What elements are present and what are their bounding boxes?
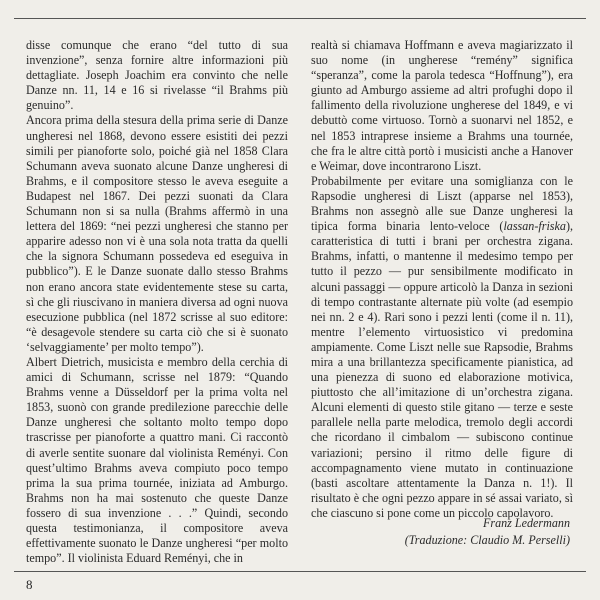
italic-term: lassan-friska (503, 219, 566, 234)
page-number: 8 (26, 577, 33, 592)
text-span: Probabilmente per evitare una somiglianza con le Rapsodie ungheresi di Liszt (apparse nel 1853), Brahms non assegnò alle sue Danze ungheresi la tipica forma binaria lento-veloce ( (311, 173, 573, 234)
paragraph (311, 174, 573, 521)
top-rule (14, 18, 586, 19)
bottom-rule (14, 571, 586, 572)
paragraph: realtà si chiamava Hoffmann e aveva magiarizzato il suo nome (in ungherese “remény” significa “speranza”, come la parola tedesca “Hoffnung”), era giunto ad Amburgo assieme ad altri profughi dopo il fallimento della rivoluzione ungherese del 1849, e vi debuttò come virtuoso. Tornò a suonarvi nel 1852, e nel 1853 intraprese insieme a Brahms una tournée, che fra le altre città portò i musicisti anche a Hanover e Weimar, dove incontrarono Liszt. (311, 38, 573, 173)
text-span: ), caratteristica di tutti i brani per orchestra zigana. Brahms, infatti, o mantenne il medesimo tempo per tutto il pezzo — pur sensibilmente modificato in alcuni passaggi — oppure articolò la Danza in sezioni di tempo contrastante alternate più volte (ad esempio nei nn. 2 e 4). Rari sono i pezzi lenti (come il n. 11), mentre l’elemento virtuosistico vi predomina ampiamente. Come Liszt nelle sue Rapsodie, Brahms mira a una brillantezza specificamente pianistica, ad una pienezza di suono ed elaborazione motivica, piuttosto che all’imitazione di un’orchestra zigana. Alcuni elementi di questo stile gitano — terze e seste parallele nella parte melodica, tremolo degli accordi che ricordano il cimbalom — subiscono continue variazioni; persino il ritmo delle figure di accompagnamento viene mutato in continuazione (basti ascoltare attentamente la Danza n. 1!). Il risultato è che ogni pezzo appare in sé assai variato, sì che ciascuno si pone come un piccolo capolavoro. (311, 219, 573, 520)
paragraph: Albert Dietrich, musicista e membro della cerchia di amici di Schumann, scrisse nel 1879: “Quando Brahms venne a Düsseldorf per la prima volta nel 1853, suonò con grande predilezione parecchie delle Danze ungheresi che soltanto molto tempo dopo trascrisse per pianoforte a quattro mani. Ci raccontò di averle sentite suonare dal violinista Reményi. Con quest’ultimo Brahms aveva compiuto poco tempo prima la sua prima tournée, iniziata ad Amburgo. Brahms non ha mai sostenuto che queste Danze fossero di sua invenzione . . .” Quindi, secondo questa testimonianza, il compositore aveva effettivamente suonato le Danze ungheresi “per molto tempo”. Il violinista Eduard Reményi, che in (26, 354, 288, 566)
right-column (311, 38, 573, 521)
paragraph: disse comunque che erano “del tutto di sua invenzione”, senza fornire altre informazioni più dettagliate. Joseph Joachim era convinto che nelle Danze nn. 11, 14 e 16 si rivelasse “il Brahms più genuino”. (26, 38, 288, 113)
paragraph: Ancora prima della stesura della prima serie di Danze ungheresi nel 1868, devono essere esistiti dei pezzi simili per pianoforte solo, poiché già nel 1858 Clara Schumann aveva suonato alcune Danze ungheresi di Brahms, e il compositore stesso le aveva eseguite a Budapest nel 1867. Dei pezzi suonati da Clara Schumann non si sa nulla (Brahms affermò in una lettera del 1869: “nei pezzi ungheresi che stanno per apparire adesso non vi è una sola nota tratta da quelli che la signora Schumann possedeva ed eseguiva in pubblico”). E le Danze suonate dallo stesso Brahms non erano ancora state evidentemente stese su carta, sì che gli riuscivano in maniera diversa ad ogni nuova esecuzione pubblica (nel 1872 scrisse al suo editore: “è desagevole stendere su carta ciò che si è suonato ‘selvaggiamente’ per molto tempo”). (26, 113, 288, 354)
translator-credit: (Traduzione: Claudio M. Perselli) (404, 533, 570, 547)
credits (405, 515, 570, 549)
author-name: Franz Ledermann (482, 516, 570, 530)
left-column (26, 38, 288, 566)
